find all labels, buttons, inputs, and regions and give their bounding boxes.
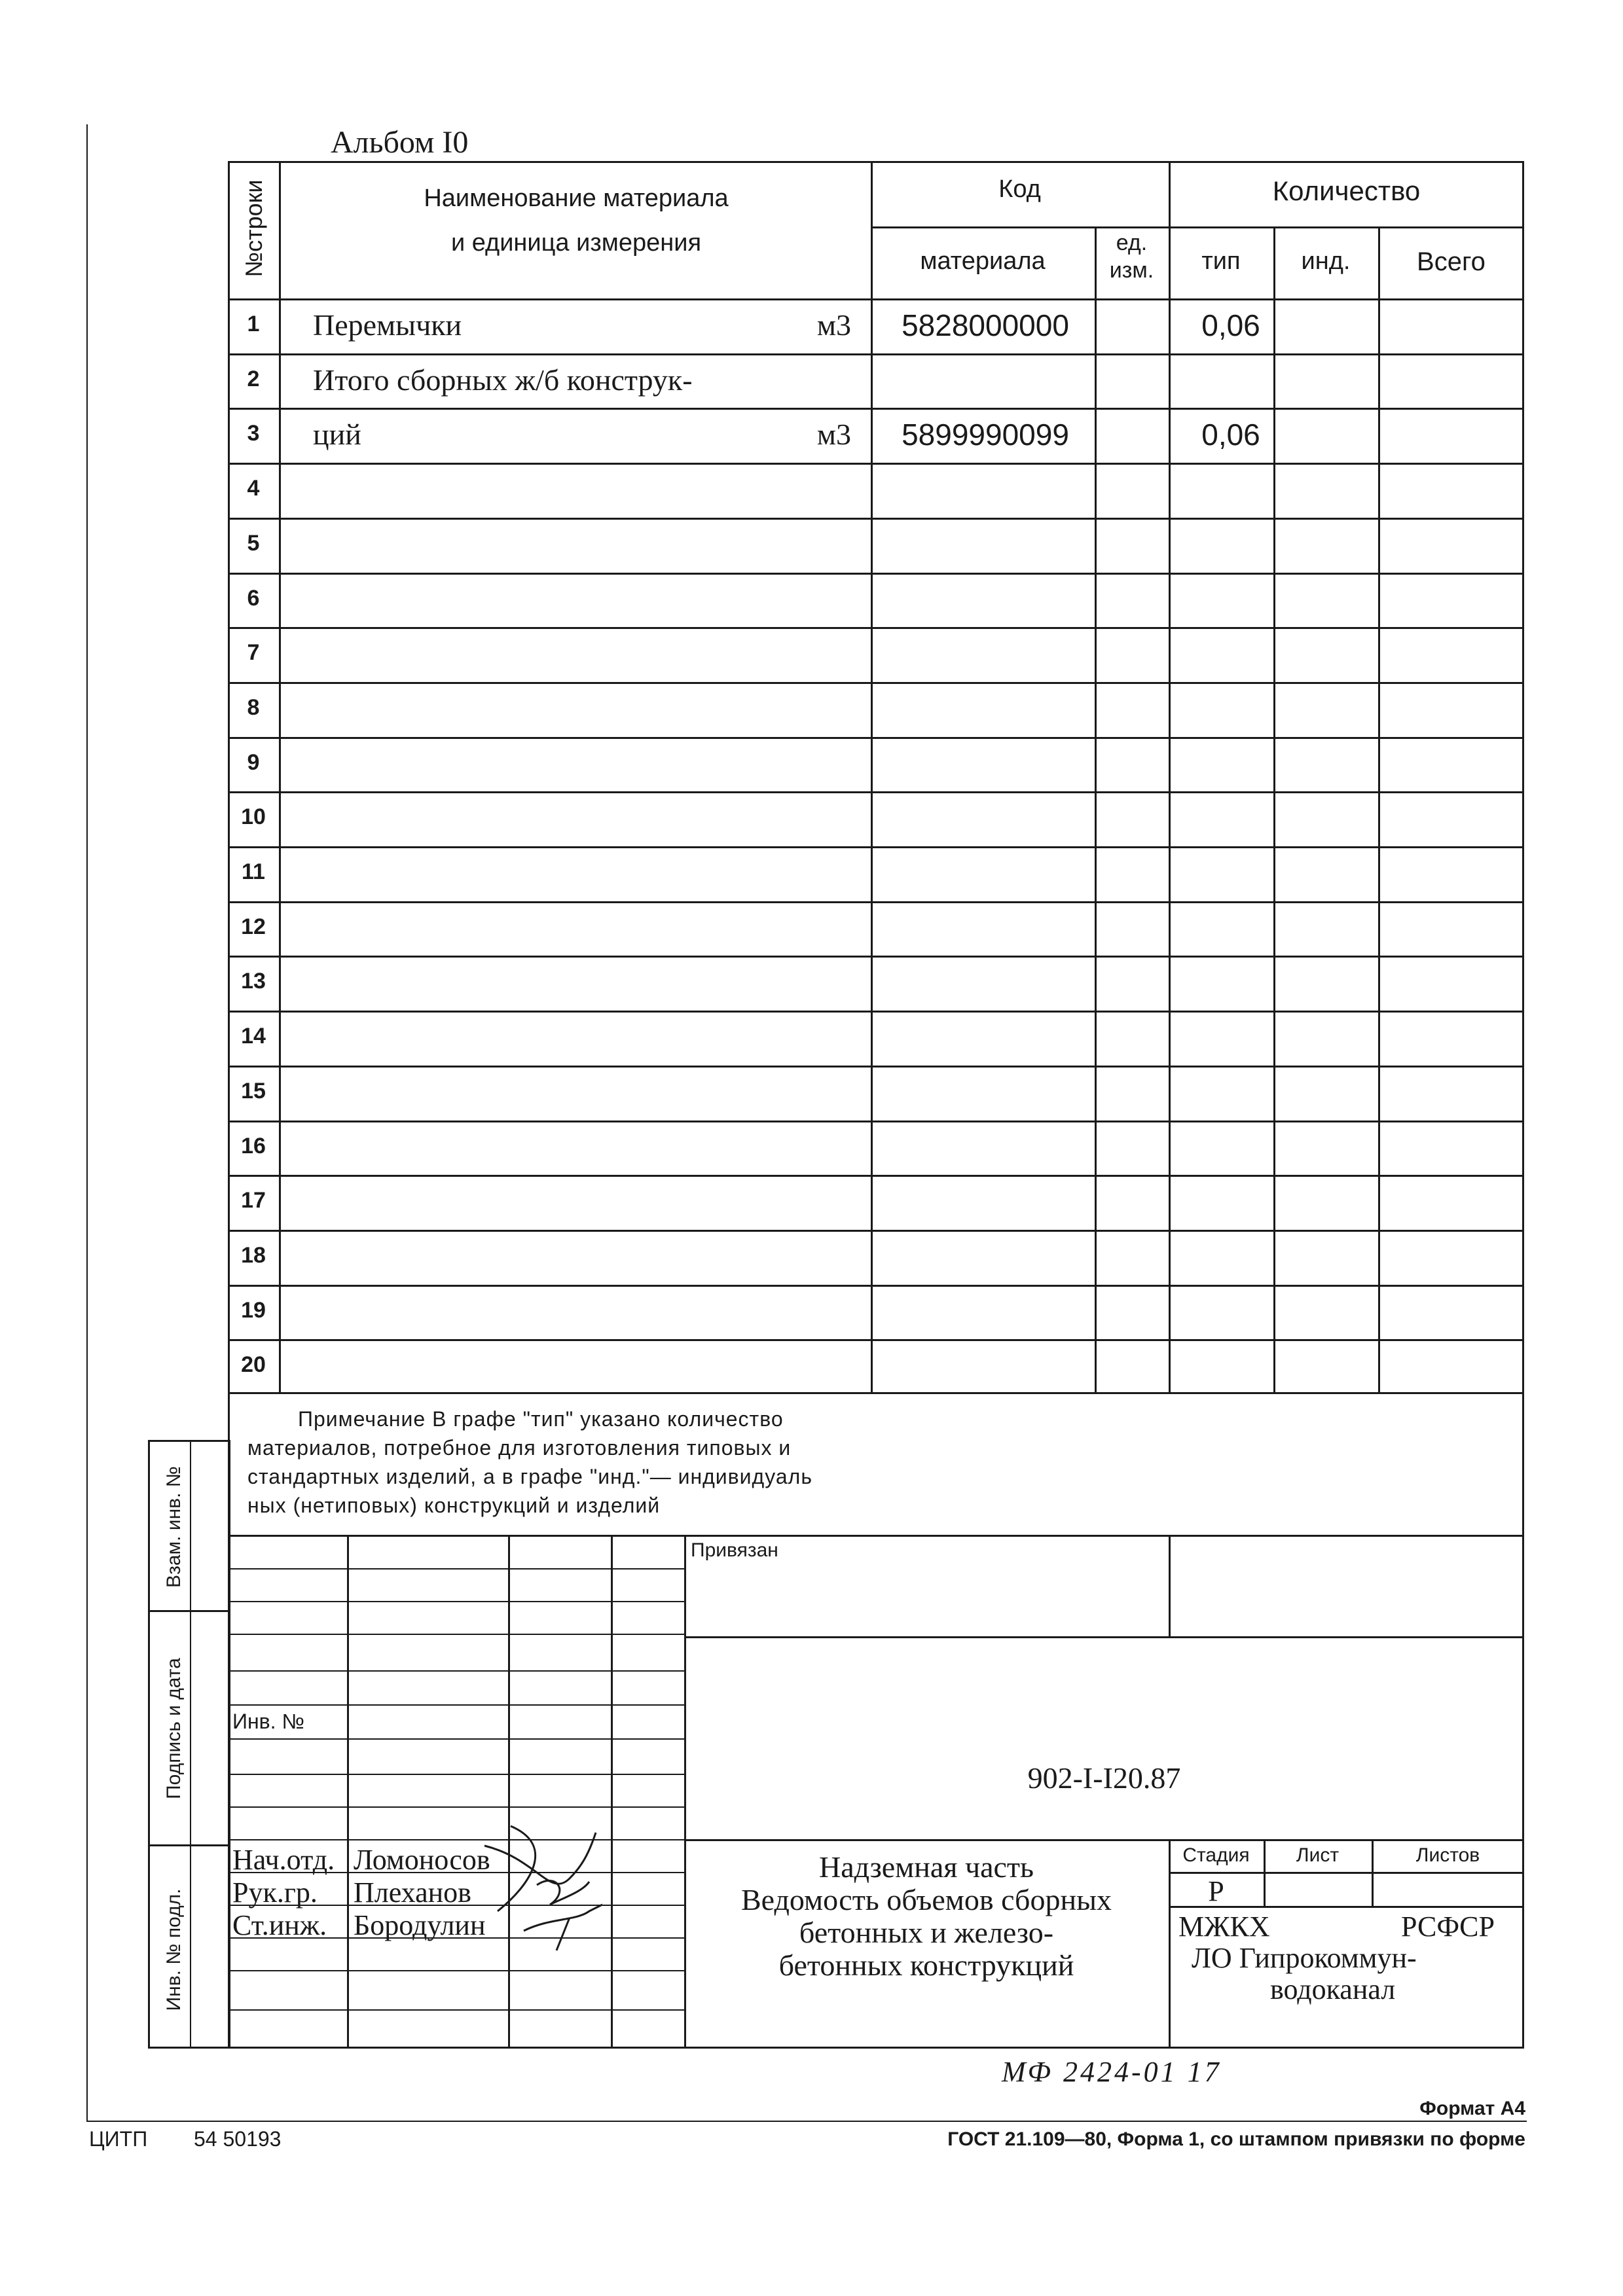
col-qty-total-header: Всего bbox=[1417, 247, 1486, 276]
row-number: 14 bbox=[241, 1024, 266, 1049]
row-number: 12 bbox=[241, 914, 266, 939]
row-number: 19 bbox=[241, 1297, 266, 1323]
row-divider bbox=[228, 1285, 1524, 1287]
org-line-1b: РСФСР bbox=[1401, 1910, 1495, 1943]
row-number: 1 bbox=[247, 312, 260, 336]
person-role-1: Нач.отд. bbox=[232, 1844, 335, 1876]
col-code-material-header: материала bbox=[920, 247, 1046, 275]
material-unit: м3 bbox=[816, 418, 851, 452]
stage-value: Р bbox=[1208, 1875, 1224, 1907]
note-line-4: ных (нетиповых) конструкций и изделий bbox=[247, 1494, 661, 1517]
row-number: 15 bbox=[241, 1078, 266, 1103]
stamp-grid-line bbox=[228, 2009, 684, 2011]
material-name: Перемычки bbox=[313, 308, 462, 342]
col-qty-header: Количество bbox=[1272, 175, 1421, 206]
row-number: 18 bbox=[241, 1242, 266, 1268]
row-divider bbox=[228, 1175, 1524, 1177]
row-divider bbox=[228, 353, 1524, 355]
row-divider bbox=[228, 791, 1524, 793]
row-number: 17 bbox=[241, 1188, 266, 1213]
stamp-grid-line bbox=[228, 1634, 684, 1635]
col-name-header-line1: Наименование материала bbox=[424, 185, 729, 212]
row-number: 10 bbox=[241, 804, 266, 830]
person-name-1: Ломоносов bbox=[354, 1844, 490, 1876]
row-divider bbox=[228, 627, 1524, 629]
title-line-4: бетонных конструкций bbox=[778, 1948, 1074, 1982]
sheet-label: Лист bbox=[1296, 1844, 1340, 1866]
row-divider bbox=[228, 1121, 1524, 1122]
side-label-podpis: Подпись и дата bbox=[163, 1658, 185, 1799]
row-divider bbox=[228, 901, 1524, 903]
row-divider bbox=[228, 846, 1524, 848]
row-number: 8 bbox=[247, 694, 260, 720]
col-rownum-header: №строки bbox=[240, 179, 267, 278]
handwritten-code: МФ 2424-01 17 bbox=[1002, 2056, 1222, 2088]
material-name: Итого сборных ж/б конструк- bbox=[313, 363, 693, 397]
person-name-2: Плеханов bbox=[354, 1876, 471, 1909]
row-number: 11 bbox=[242, 859, 265, 884]
qty-type: 0,06 bbox=[1201, 418, 1260, 452]
stamp-grid-line bbox=[228, 1601, 684, 1602]
row-number: 3 bbox=[247, 421, 260, 446]
material-code: 5899990099 bbox=[902, 418, 1069, 452]
stamp-grid-line bbox=[228, 1704, 684, 1706]
person-role-3: Ст.инж. bbox=[232, 1909, 327, 1941]
row-divider bbox=[228, 408, 1524, 410]
signatures-svg bbox=[458, 1806, 629, 1977]
sheets-label: Листов bbox=[1415, 1844, 1480, 1866]
note-line-2: материалов, потребное для изготовления типовых и bbox=[247, 1436, 792, 1460]
note-line-3: стандартных изделий, а в графе "инд."— индивидуаль bbox=[247, 1465, 812, 1488]
col-code-unit-header-line2: изм. bbox=[1109, 258, 1154, 283]
col-code-unit-header-line1: ед. bbox=[1116, 230, 1148, 255]
row-divider bbox=[228, 682, 1524, 684]
org-line-3: водоканал bbox=[1270, 1973, 1396, 2005]
row-number: 16 bbox=[241, 1133, 266, 1158]
title-line-3: бетонных и железо- bbox=[799, 1916, 1054, 1949]
row-divider bbox=[228, 518, 1524, 520]
album-title: Альбом I0 bbox=[331, 125, 469, 160]
stage-label: Стадия bbox=[1182, 1844, 1250, 1866]
side-label-inv-podl: Инв. № подл. bbox=[163, 1888, 185, 2011]
stamp-grid-line bbox=[228, 1568, 684, 1570]
row-number: 20 bbox=[241, 1352, 266, 1378]
org-line-1a: МЖКХ bbox=[1178, 1910, 1270, 1943]
row-divider bbox=[228, 1230, 1524, 1232]
row-divider bbox=[228, 463, 1524, 465]
org-line-2: ЛО Гипрокоммун- bbox=[1192, 1942, 1417, 1974]
row-divider bbox=[228, 1339, 1524, 1341]
signature-2 bbox=[537, 1880, 589, 1905]
row-number: 7 bbox=[247, 640, 260, 666]
footer-gost: ГОСТ 21.109—80, Форма 1, со штампом привязки по форме bbox=[947, 2128, 1525, 2150]
document-code: 902-I-I20.87 bbox=[1027, 1761, 1181, 1795]
row-number: 4 bbox=[247, 476, 260, 501]
privyazan-label: Привязан bbox=[691, 1539, 778, 1561]
col-name-header-line2: и единица измерения bbox=[450, 229, 702, 257]
row-number: 2 bbox=[247, 366, 260, 391]
row-number: 13 bbox=[241, 969, 266, 994]
signature-3 bbox=[524, 1905, 602, 1950]
side-label-vzam: Взам. инв. № bbox=[163, 1466, 185, 1588]
material-code: 5828000000 bbox=[902, 308, 1069, 342]
materials-table bbox=[228, 161, 1524, 1394]
stamp-grid-line bbox=[228, 1774, 684, 1775]
footer-number: 54 50193 bbox=[194, 2127, 282, 2151]
stamp-grid-line bbox=[228, 1738, 684, 1740]
title-line-1: Надземная часть bbox=[818, 1850, 1034, 1884]
material-name: ций bbox=[313, 418, 361, 452]
stamp-grid-line bbox=[228, 1670, 684, 1672]
person-name-3: Бородулин bbox=[354, 1909, 486, 1941]
row-divider bbox=[228, 1066, 1524, 1067]
row-divider bbox=[228, 573, 1524, 575]
row-number: 9 bbox=[247, 749, 260, 775]
col-qty-type-header: тип bbox=[1201, 247, 1241, 275]
side-labels-column bbox=[148, 1440, 230, 2049]
row-divider bbox=[228, 956, 1524, 958]
footer-org: ЦИТП bbox=[89, 2127, 148, 2151]
row-divider bbox=[228, 1011, 1524, 1013]
material-unit: м3 bbox=[816, 308, 851, 342]
row-divider bbox=[228, 737, 1524, 739]
inv-no-label: Инв. № bbox=[232, 1710, 304, 1733]
row-number: 6 bbox=[247, 585, 260, 611]
signature-1 bbox=[484, 1826, 596, 1911]
binding-margin-line bbox=[86, 124, 88, 2121]
format-label: Формат А4 bbox=[1419, 2098, 1525, 2119]
col-code-header: Код bbox=[998, 175, 1041, 203]
col-qty-ind-header: инд. bbox=[1301, 247, 1351, 275]
note-line-1: Примечание В графе "тип" указано количество bbox=[298, 1407, 784, 1431]
title-line-2: Ведомость объемов сборных bbox=[741, 1883, 1112, 1916]
qty-type: 0,06 bbox=[1201, 308, 1260, 342]
row-number: 5 bbox=[247, 530, 260, 556]
person-role-2: Рук.гр. bbox=[232, 1876, 318, 1909]
